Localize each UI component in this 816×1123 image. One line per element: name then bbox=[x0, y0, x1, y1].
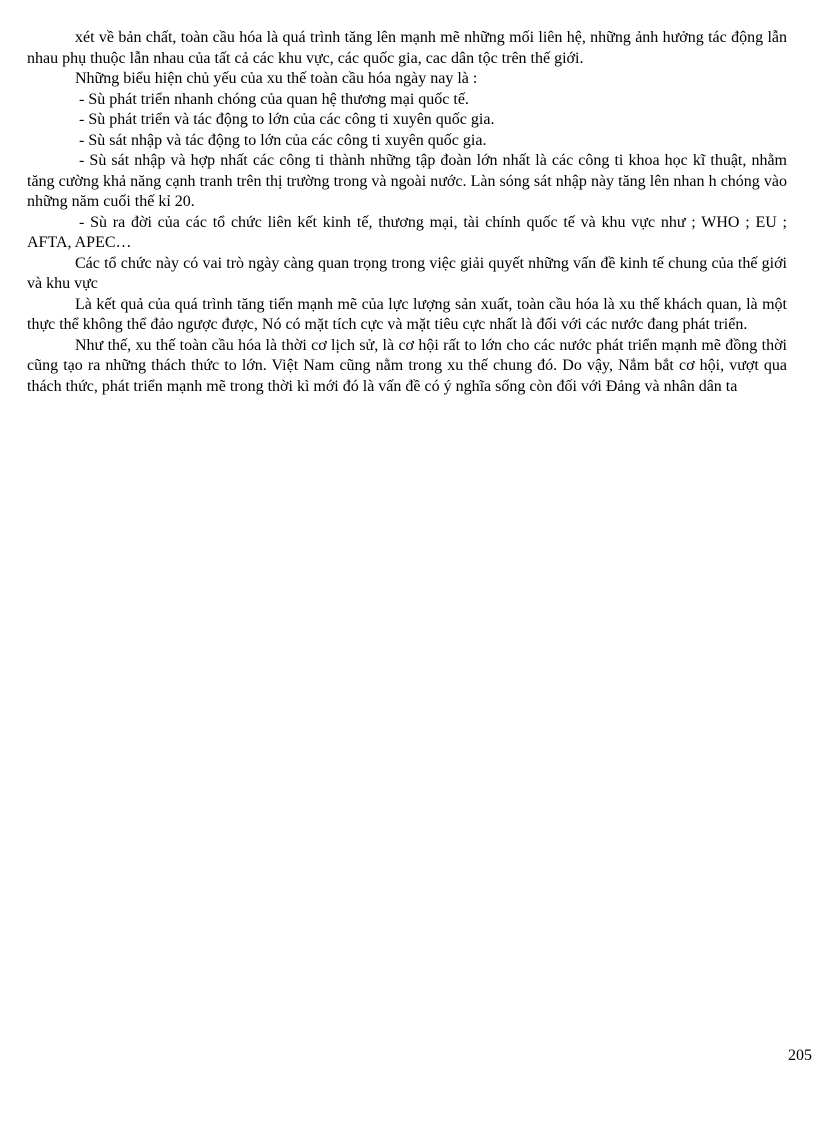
list-item-mergers-consolidation: - Sù sát nhập và hợp nhất các công ti thành những tập đoàn lớn nhất là các công ti khoa học kĩ thuật, nhằm tăng cường khả năng cạnh tranh trên thị trường trong và ngoài nước. Làn sóng sát nhập này tăng lên nhan h chóng vào những năm cuối thế kỉ 20. bbox=[27, 152, 787, 210]
document-body bbox=[27, 28, 787, 397]
list-item-international-organizations: - Sù ra đời của các tổ chức liên kết kinh tế, thương mại, tài chính quốc tế và khu vực như ; WHO ; EU ; AFTA, APEC… bbox=[27, 213, 787, 251]
list-item-mergers-impact: - Sù sát nhập và tác động to lớn của các công ti xuyên quốc gia. bbox=[79, 131, 487, 149]
page-number: 205 bbox=[788, 1047, 812, 1064]
paragraph-organizations-role: Các tổ chức này có vai trò ngày càng quan trọng trong việc giải quyết những vấn đề kinh tế chung của thế giới và khu vực bbox=[27, 254, 787, 292]
list-item-trade-development: - Sù phát triển nhanh chóng của quan hệ thương mại quốc tế. bbox=[79, 90, 469, 108]
paragraph-globalization-definition: xét về bản chất, toàn cầu hóa là quá trình tăng lên mạnh mẽ những mối liên hệ, những ảnh hưởng tác động lẫn nhau phụ thuộc lẫn nhau của tất cả các khu vực, các quốc gia, cac dân tộc trên thế giới. bbox=[27, 29, 787, 67]
list-item-transnational-companies: - Sù phát triển và tác động to lớn của các công ti xuyên quốc gia. bbox=[79, 111, 495, 128]
paragraph-main-manifestations-intro: Những biểu hiện chủ yếu của xu thế toàn cầu hóa ngày nay là : bbox=[75, 70, 478, 87]
paragraph-objective-trend: Là kết quả của quá trình tăng tiến mạnh mẽ của lực lượng sản xuất, toàn cầu hóa là xu thế khách quan, là một thực thể không thể đảo ngược được, Nó có mặt tích cực và mặt tiêu cực nhất là đối với các nước đang phát triển. bbox=[27, 295, 787, 333]
paragraph-opportunities-challenges: Như thế, xu thế toàn cầu hóa là thời cơ lịch sử, là cơ hội rất to lớn cho các nước phát triển mạnh mẽ đồng thời cũng tạo ra những thách thức to lớn. Việt Nam cũng nằm trong xu thế chung đó. Do vậy, Nắm bắt cơ hội, vượt qua thách thức, phát triển mạnh mẽ trong thời kì mới đó là vấn đề có ý nghĩa sống còn đối với Đảng và nhân dân ta bbox=[27, 336, 787, 395]
